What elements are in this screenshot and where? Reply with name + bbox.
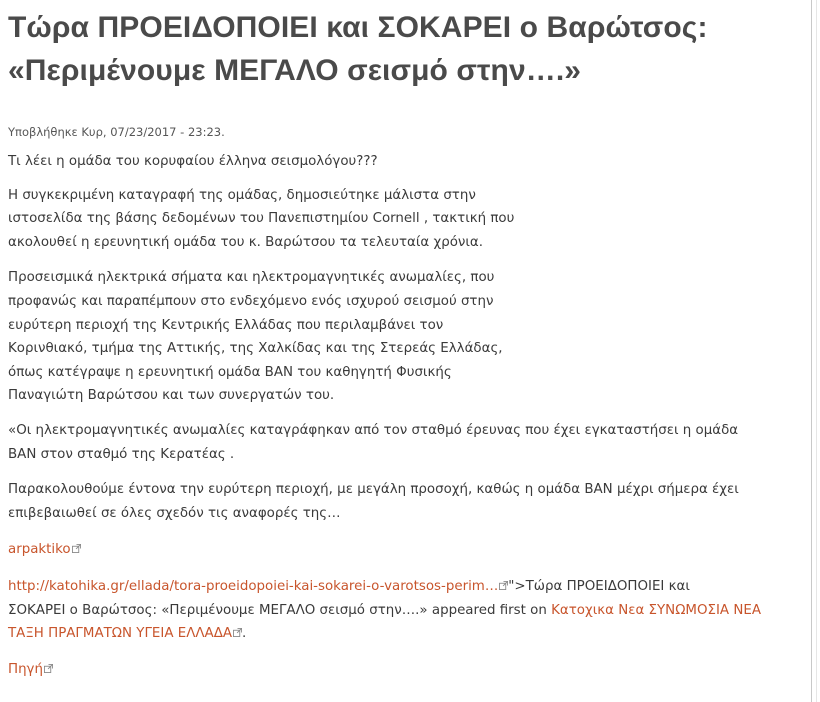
- paragraph-line: «Οι ηλεκτρομαγνητικές ανωμαλίες καταγράφηκαν από τον σταθμό έρευνας που έχει εγκαταστήσει η ομάδα: [8, 422, 739, 438]
- origin-link-label: Πηγή: [8, 661, 43, 677]
- external-link-icon: [72, 544, 81, 553]
- source-link[interactable]: [8, 542, 81, 557]
- page-frame-border-outer: [816, 0, 817, 702]
- article: [8, 6, 808, 681]
- feed-paragraph: [8, 575, 808, 646]
- paragraph-line: ΒΑΝ στον σταθμό της Κερατέας .: [8, 446, 235, 462]
- origin-link[interactable]: [8, 662, 53, 677]
- origin-paragraph: [8, 658, 808, 682]
- paragraph-cornell: [8, 184, 808, 255]
- paragraph-line: ευρύτερη περιοχή της Κεντρικής Ελλάδας που περιλαμβάνει τον: [8, 317, 444, 333]
- feed-site-link-label: Κατοχικα Νεα ΣΥΝΩΜΟΣΙΑ ΝΕΑ: [551, 602, 761, 618]
- page-frame-border: [811, 0, 812, 702]
- paragraph-line: Η συγκεκριμένη καταγραφή της ομάδας, δημοσιεύτηκε μάλιστα στην: [8, 187, 476, 203]
- paragraph-line: προφανώς και παραπέμπουν στο ενδεχόμενο ενός ισχυρού σεισμού στην: [8, 293, 494, 309]
- paragraph-signals: [8, 266, 808, 408]
- paragraph-monitoring: [8, 478, 808, 525]
- source-link-label: arpaktiko: [8, 542, 71, 558]
- source-paragraph: [8, 538, 808, 562]
- feed-article-link-label: http://katohika.gr/ellada/tora-proeidopoiei-kai-sokarei-o-varotsos-perim…: [8, 578, 499, 594]
- feed-article-link[interactable]: [8, 579, 508, 594]
- paragraph-line: Παναγιώτη Βαρώτσου και των συνεργατών του.: [8, 388, 335, 404]
- article-title-line1: Τώρα ΠΡΟΕΙΔΟΠΟΙΕΙ και ΣΟΚΑΡΕΙ ο Βαρώτσος:: [8, 11, 708, 44]
- external-link-icon: [233, 628, 242, 637]
- paragraph-quote: [8, 419, 808, 466]
- external-link-icon: [44, 664, 53, 673]
- paragraph-line: ιστοσελίδα της βάσης δεδομένων του Πανεπιστημίου Cornell , τακτική που: [8, 211, 515, 227]
- paragraph-line: επιβεβαιωθεί σε όλες σχεδόν τις αναφορές της…: [8, 505, 341, 521]
- submitted-date: Υποβλήθηκε Κυρ, 07/23/2017 - 23:23.: [8, 125, 225, 139]
- feed-site-link-label: ΤΑΞΗ ΠΡΑΓΜΑΤΩΝ ΥΓΕΙΑ ΕΛΛΑΔΑ: [8, 626, 233, 642]
- paragraph-line: ακολουθεί η ερευνητική ομάδα του κ. Βαρώτσου τα τελευταία χρόνια.: [8, 234, 483, 250]
- paragraph-line: Παρακολουθούμε έντονα την ευρύτερη περιοχή, με μεγάλη προσοχή, καθώς η ομάδα ΒΑΝ μέχρι σήμερα έχει: [8, 482, 739, 498]
- intro-paragraph: Τι λέει η ομάδα του κορυφαίου έλληνα σεισμολόγου???: [8, 154, 378, 169]
- external-link-icon: [499, 581, 508, 590]
- feed-text: ΣΟΚΑΡΕΙ ο Βαρώτσος: «Περιμένουμε ΜΕΓΑΛΟ σεισμό στην….» appeared first on: [8, 602, 552, 618]
- feed-text: ">Τώρα ΠΡΟΕΙΔΟΠΟΙΕΙ και: [508, 578, 690, 594]
- feed-end: .: [242, 626, 247, 642]
- paragraph-line: Προσεισμικά ηλεκτρικά σήματα και ηλεκτρομαγνητικές ανωμαλίες, που: [8, 270, 495, 286]
- article-title: [8, 6, 808, 92]
- paragraph-line: όπως κατέγραψε η ερευνητική ομάδα ΒΑΝ του καθηγητή Φυσικής: [8, 364, 452, 380]
- paragraph-line: Κορινθιακό, τμήμα της Αττικής, της Χαλκίδας και της Στερεάς Ελλάδας,: [8, 341, 503, 357]
- article-title-line2: «Περιμένουμε ΜΕΓΑΛΟ σεισμό στην….»: [8, 54, 582, 87]
